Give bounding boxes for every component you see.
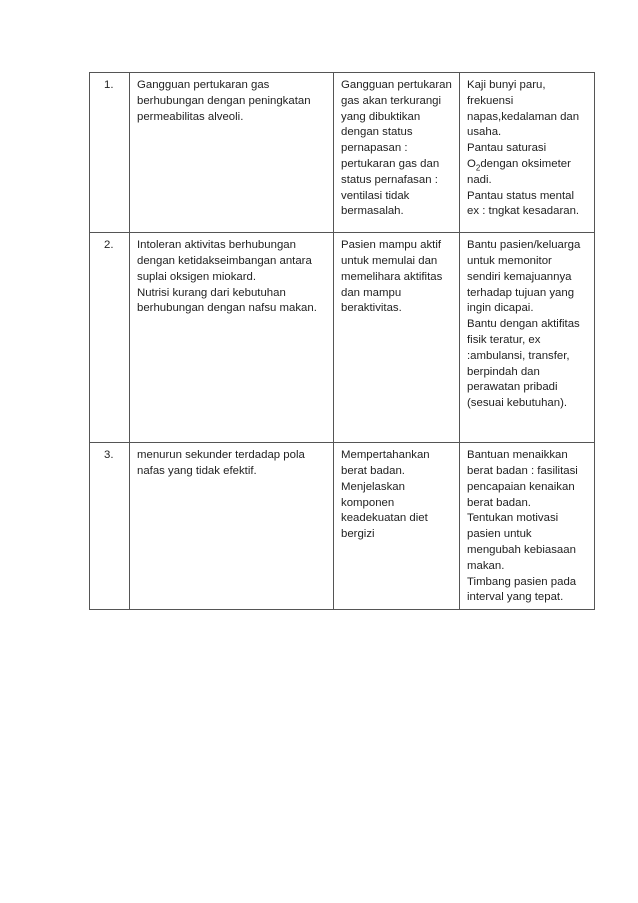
goal-line: Mempertahankan	[341, 449, 430, 462]
goal-line: memelihara aktifitas	[341, 270, 443, 283]
diagnosis-cell	[130, 233, 334, 443]
diagnosis-line: berhubungan dengan nafsu makan.	[137, 302, 317, 315]
row-number: 1.	[104, 79, 114, 91]
diagnosis-line: Nutrisi kurang dari kebutuhan	[137, 286, 286, 299]
diagnosis-line: Intoleran aktivitas berhubungan	[137, 239, 296, 252]
goal-line: ventilasi tidak	[341, 189, 410, 202]
intervention-line: Timbang pasien pada	[467, 575, 577, 588]
intervention-line-o2	[467, 157, 588, 173]
goal-line: bermasalah.	[341, 205, 404, 218]
goal-line: bergizi	[341, 528, 375, 541]
diagnosis-line: nafas yang tidak efektif.	[137, 464, 257, 477]
intervention-line: mengubah kebiasaan	[467, 543, 576, 556]
nursing-care-table	[89, 72, 595, 610]
intervention-line: terhadap tujuan yang	[467, 286, 575, 299]
diagnosis-line: Gangguan pertukaran gas	[137, 79, 270, 91]
intervention-line: Bantu pasien/keluarga	[467, 239, 581, 252]
table-row	[90, 233, 595, 443]
intervention-line: Tentukan motivasi	[467, 512, 559, 525]
intervention-cell	[460, 233, 595, 443]
goal-cell	[334, 233, 460, 443]
intervention-line: interval yang tepat.	[467, 591, 564, 604]
intervention-line: sendiri kemajuannya	[467, 270, 572, 283]
row-number-cell	[90, 233, 130, 443]
intervention-line: makan.	[467, 559, 505, 572]
diagnosis-line: dengan ketidakseimbangan antara	[137, 254, 312, 267]
intervention-line: berat badan : fasilitasi	[467, 464, 578, 477]
goal-line: status pernafasan :	[341, 173, 438, 186]
diagnosis-line: suplai oksigen miokard.	[137, 270, 257, 283]
goal-line: pernapasan :	[341, 142, 408, 155]
goal-line: komponen	[341, 496, 395, 509]
diagnosis-line: menurun sekunder terdadap pola	[137, 449, 305, 462]
table-row	[90, 73, 595, 233]
intervention-line: pasien untuk	[467, 528, 532, 541]
intervention-line: perawatan pribadi	[467, 381, 558, 394]
intervention-line: berpindah dan	[467, 365, 540, 378]
goal-cell	[334, 443, 460, 610]
goal-line: keadekuatan diet	[341, 512, 428, 525]
intervention-line: ex : tngkat kesadaran.	[467, 205, 580, 218]
row-number: 2.	[104, 239, 114, 252]
intervention-line: Kaji bunyi paru,	[467, 79, 546, 91]
table-row	[90, 443, 595, 610]
intervention-line: napas,kedalaman dan	[467, 110, 580, 123]
intervention-line: untuk memonitor	[467, 254, 552, 267]
goal-line: Menjelaskan	[341, 480, 405, 493]
diagnosis-line: permeabilitas alveoli.	[137, 110, 244, 123]
intervention-cell	[460, 73, 595, 233]
intervention-line: berat badan.	[467, 496, 531, 509]
intervention-line: (sesuai kebutuhan).	[467, 397, 568, 410]
o2-symbol: O	[467, 157, 476, 170]
goal-line: dan mampu	[341, 286, 402, 299]
intervention-line: frekuensi	[467, 94, 514, 107]
intervention-line: pencapaian kenaikan	[467, 480, 575, 493]
table-body	[90, 73, 595, 610]
intervention-line: Pantau status mental	[467, 189, 575, 202]
o2-subscript: 2	[475, 163, 481, 173]
diagnosis-line: berhubungan dengan peningkatan	[137, 94, 311, 107]
goal-line: Gangguan pertukaran	[341, 79, 452, 91]
intervention-cell	[460, 443, 595, 610]
goal-line: pertukaran gas dan	[341, 157, 440, 170]
goal-cell	[334, 73, 460, 233]
intervention-line: ingin dicapai.	[467, 302, 534, 315]
row-number: 3.	[104, 449, 114, 462]
intervention-line: fisik teratur, ex	[467, 333, 541, 346]
row-number-cell	[90, 443, 130, 610]
diagnosis-cell	[130, 443, 334, 610]
goal-line: untuk memulai dan	[341, 254, 438, 267]
intervention-line: Pantau saturasi	[467, 142, 547, 155]
goal-line: Pasien mampu aktif	[341, 239, 442, 252]
intervention-line: :ambulansi, transfer,	[467, 349, 570, 362]
intervention-line: nadi.	[467, 173, 492, 186]
o2-text: dengan oksimeter	[480, 157, 571, 170]
diagnosis-cell	[130, 73, 334, 233]
goal-line: gas akan terkurangi	[341, 94, 442, 107]
intervention-line: usaha.	[467, 126, 502, 139]
row-number-cell	[90, 73, 130, 233]
intervention-line: Bantu dengan aktifitas	[467, 318, 580, 331]
intervention-line: Bantuan menaikkan	[467, 449, 568, 462]
goal-line: beraktivitas.	[341, 302, 402, 315]
goal-line: dengan status	[341, 126, 413, 139]
goal-line: yang dibuktikan	[341, 110, 421, 123]
goal-line: berat badan.	[341, 464, 405, 477]
